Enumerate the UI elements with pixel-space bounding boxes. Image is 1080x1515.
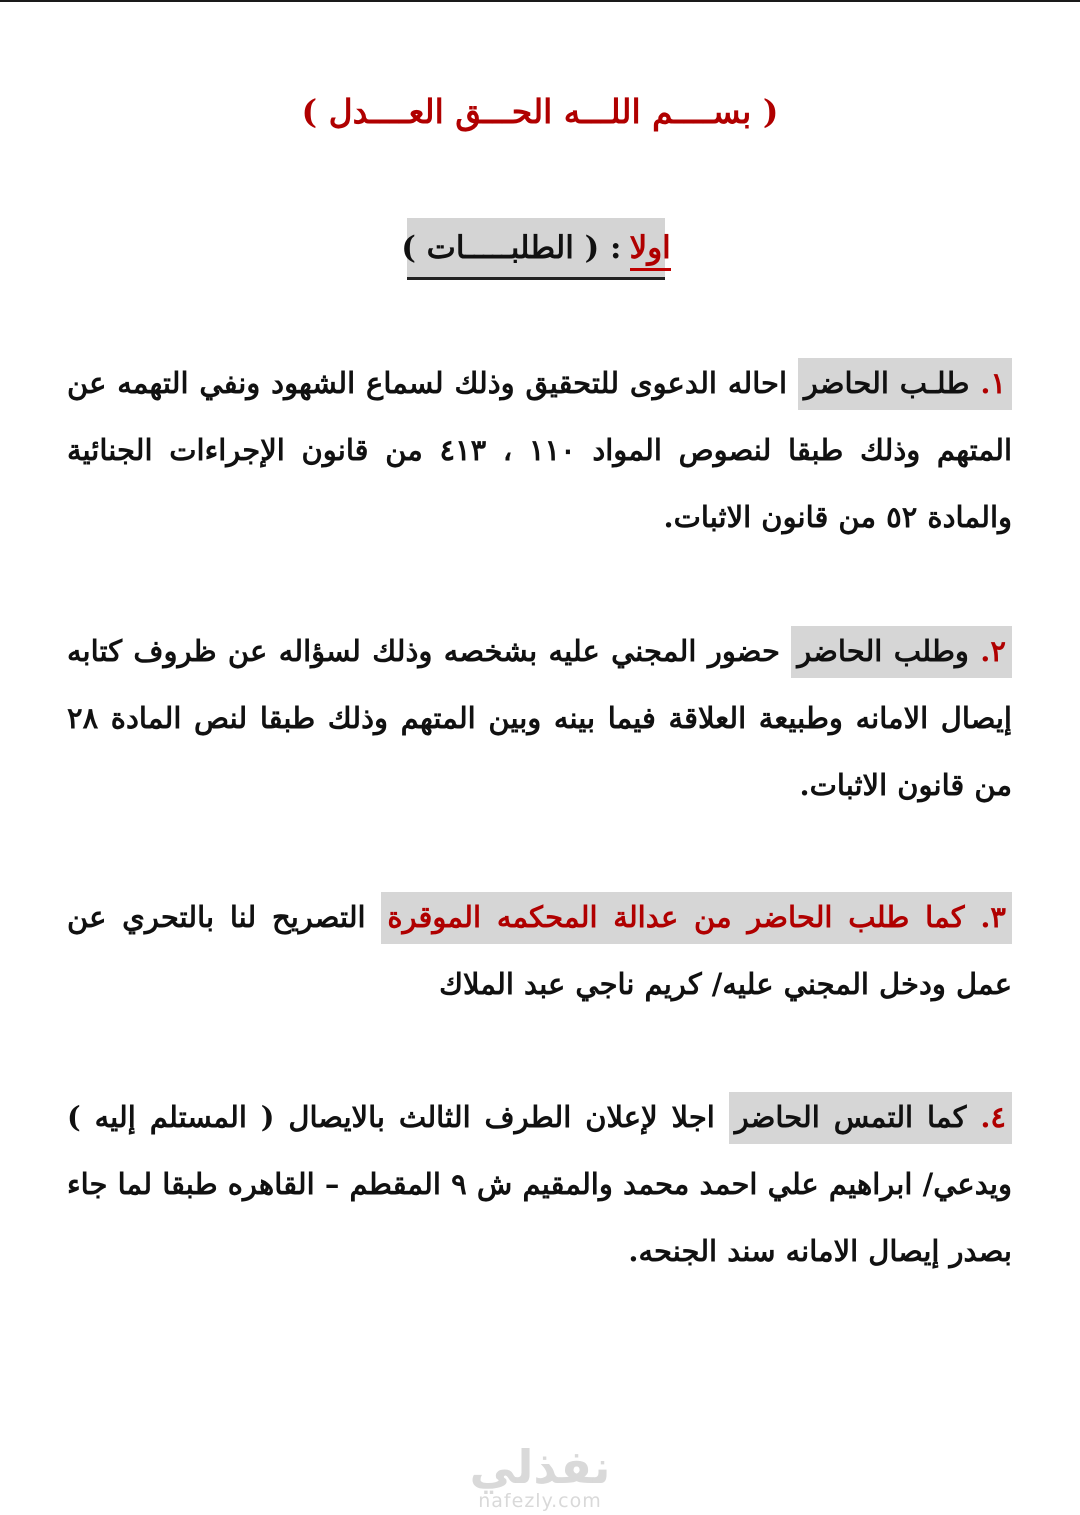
request-item-3 — [67, 884, 1012, 1018]
request-body: احاله الدعوى للتحقيق وذلك لسماع الشهود ونفي التهمه عن المتهم وذلك طبقا لنصوص المواد ١١٠ ، ٤١٣ من قانون الإجراءات الجنائية والمادة ٥٢ من قانون الاثبات. — [67, 366, 1012, 534]
section-heading-highlight: اولا — [630, 230, 671, 271]
request-lead — [729, 1092, 1012, 1144]
header-title: ( بســــم اللـــه الحـــق العــــدل ) — [301, 92, 779, 131]
section-heading-label: : ( الطلبـــــات ) — [401, 229, 622, 266]
watermark-url: nafezly.com — [478, 1490, 602, 1512]
request-lead — [798, 358, 1012, 410]
request-lead-text: وطلب الحاضر — [797, 634, 969, 668]
request-number: ٣. — [980, 900, 1006, 934]
request-item-2 — [67, 618, 1012, 819]
section-heading — [401, 218, 671, 280]
request-number: ٢. — [980, 634, 1006, 668]
request-lead — [381, 892, 1012, 944]
request-lead-text: كما التمس الحاضر — [734, 1100, 967, 1134]
request-number: ٤. — [980, 1100, 1006, 1134]
watermark-logo: نفذلي — [469, 1440, 611, 1494]
request-lead — [791, 626, 1012, 678]
request-lead-text: كما طلب الحاضر من عدالة المحكمه الموقرة — [387, 900, 965, 934]
request-lead-text: طلـب الحاضر — [803, 366, 970, 400]
request-body: التصريح لنا بالتحري عن عمل ودخل المجني عليه/ كريم ناجي عبد الملاك — [67, 900, 1012, 1001]
request-body: حضور المجني عليه بشخصه وذلك لسؤاله عن ظروف كتابه إيصال الامانه وطبيعة العلاقة فيما بينه وبين المتهم وذلك طبقا لنص المادة ٢٨ من قانون الاثبات. — [67, 634, 1012, 802]
request-number: ١. — [980, 366, 1006, 400]
request-body: اجلا لإعلان الطرف الثالث بالايصال ( المستلم إليه ) ويدعي/ ابراهيم علي احمد محمد والمقيم ش ٩ المقطم – القاهره طبقا لما جاء بصدر إيصال الامانه سند الجنحه. — [67, 1100, 1012, 1268]
request-item-1 — [67, 350, 1012, 551]
request-item-4 — [67, 1084, 1012, 1285]
